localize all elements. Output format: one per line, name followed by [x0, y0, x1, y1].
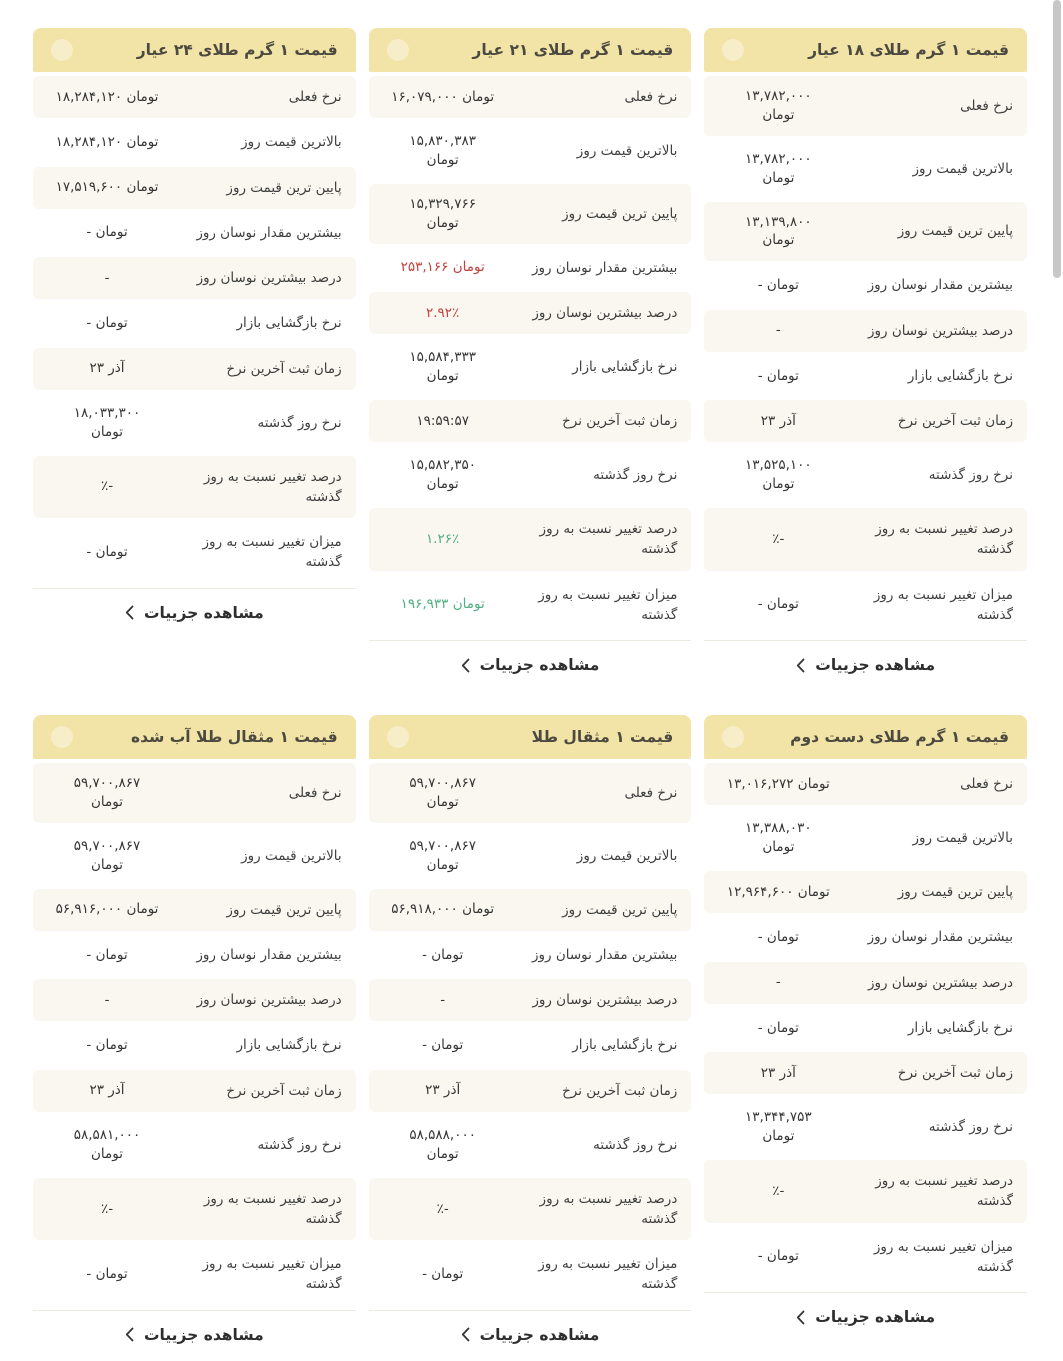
- row-label: نرخ فعلی: [960, 776, 1013, 793]
- card-title: قیمت ۱ مثقال طلا: [531, 727, 674, 746]
- price-row: [369, 121, 692, 181]
- price-card-gold-mesghal: [369, 715, 692, 1361]
- row-label: پایین ترین قیمت روز: [562, 901, 678, 918]
- price-row: [33, 257, 356, 299]
- price-row: [33, 348, 356, 390]
- price-row: [33, 76, 356, 118]
- row-label: نرخ بازگشایی بازار: [572, 1037, 678, 1054]
- row-value: ۲.۹۲٪: [426, 304, 460, 321]
- row-value: ۱۹:۵۹:۵۷: [416, 412, 469, 429]
- price-row: [369, 1070, 692, 1112]
- row-label: پایین ترین قیمت روز: [226, 179, 342, 196]
- price-row: [704, 808, 1027, 868]
- row-value: - تومان: [422, 1266, 464, 1283]
- row-value: ۱۳,۷۸۲,۰۰۰ تومان: [745, 88, 812, 123]
- row-label: پایین ترین قیمت روز: [562, 205, 678, 222]
- price-row: [704, 962, 1027, 1004]
- price-card-gold-21k: [369, 28, 692, 691]
- row-label: درصد تغییر نسبت به روز گذشته: [203, 468, 342, 505]
- price-row: [33, 167, 356, 209]
- price-row: [369, 934, 692, 976]
- row-value: ۵۹,۷۰۰,۸۶۷ تومان: [409, 837, 476, 873]
- row-value: ٪-: [772, 1182, 785, 1199]
- row-label: پایین ترین قیمت روز: [226, 901, 342, 918]
- row-value: ۱۵,۸۳۰,۳۸۳ تومان: [409, 133, 476, 169]
- price-row: [33, 456, 356, 519]
- row-label: نرخ روز گذشته: [257, 414, 342, 431]
- row-label: میزان تغییر نسبت به روز گذشته: [538, 1256, 678, 1293]
- price-row: [369, 247, 692, 289]
- row-value: ۲۳ آذر: [89, 1082, 125, 1099]
- price-row: [704, 763, 1027, 805]
- view-details-link[interactable]: [369, 640, 692, 691]
- card-title: قیمت ۱ گرم طلای ۲۴ عیار: [136, 40, 338, 59]
- row-label: نرخ روز گذشته: [593, 467, 678, 484]
- row-label: درصد تغییر نسبت به روز گذشته: [875, 521, 1013, 558]
- row-label: درصد بیشترین نوسان روز: [196, 992, 342, 1009]
- row-value: ٪-: [100, 478, 114, 495]
- row-label: نرخ بازگشایی بازار: [236, 1037, 342, 1054]
- row-value: - تومان: [86, 314, 128, 331]
- card-header: [33, 28, 356, 72]
- row-value: -: [775, 974, 781, 991]
- chevron-left-icon: [125, 605, 134, 620]
- row-label: نرخ بازگشایی بازار: [236, 315, 342, 332]
- chevron-left-icon: [125, 1327, 134, 1342]
- view-details-link[interactable]: [704, 640, 1027, 691]
- row-label: بیشترین مقدار نوسان روز: [196, 224, 342, 241]
- row-value: -: [104, 991, 110, 1008]
- price-row: [33, 1024, 356, 1066]
- coin-icon: [722, 39, 744, 61]
- view-details-link[interactable]: [704, 1292, 1027, 1343]
- row-value: -: [104, 269, 110, 286]
- row-value: - تومان: [757, 596, 799, 613]
- price-row: [369, 184, 692, 244]
- view-details-label: مشاهده جزییات: [143, 1325, 264, 1344]
- row-value: ۱۳,۵۲۵,۱۰۰ تومان: [745, 457, 812, 493]
- row-label: پایین ترین قیمت روز: [897, 884, 1013, 901]
- card-title: قیمت ۱ مثقال طلا آب شده: [130, 727, 338, 746]
- price-row: [33, 302, 356, 344]
- row-value: ۲۵۳,۱۶۶ تومان: [400, 259, 485, 276]
- row-label: نرخ روز گذشته: [257, 1136, 342, 1153]
- price-row: [33, 826, 356, 886]
- price-row: [369, 889, 692, 931]
- price-card-gold-mesghal-melted: [33, 715, 356, 1361]
- price-row: [369, 400, 692, 442]
- price-row: [704, 202, 1027, 262]
- row-value: ۱۸,۲۸۴,۱۲۰ تومان: [55, 88, 159, 105]
- row-value: ۱۶,۰۷۹,۰۰۰ تومان: [391, 88, 495, 105]
- price-row: [704, 508, 1027, 571]
- price-row: [369, 826, 692, 886]
- card-header: [33, 715, 356, 759]
- chevron-left-icon: [796, 1310, 805, 1325]
- coin-icon: [51, 726, 73, 748]
- price-row: [33, 979, 356, 1021]
- coin-icon: [387, 726, 409, 748]
- price-row: [704, 871, 1027, 913]
- row-value: ۵۶,۹۱۸,۰۰۰ تومان: [391, 901, 495, 918]
- row-label: بیشترین مقدار نوسان روز: [867, 277, 1013, 294]
- price-row: [704, 574, 1027, 637]
- row-value: ۱۳,۳۴۴,۷۵۳ تومان: [745, 1109, 812, 1145]
- row-value: ٪-: [436, 1200, 449, 1217]
- row-value: - تومان: [86, 1266, 128, 1283]
- price-row: [369, 445, 692, 505]
- row-value: ۲۳ آذر: [760, 1064, 796, 1081]
- row-value: ۱۲,۹۶۴,۶۰۰ تومان: [726, 883, 830, 900]
- row-label: بالاترین قیمت روز: [912, 830, 1013, 847]
- row-label: میزان تغییر نسبت به روز گذشته: [873, 1238, 1013, 1275]
- row-value: ۱۳,۱۳۹,۸۰۰ تومان: [745, 213, 812, 249]
- row-label: درصد بیشترین نوسان روز: [867, 322, 1013, 339]
- row-value: ۵۸,۵۸۸,۰۰۰ تومان: [409, 1126, 476, 1162]
- row-value: ۵۹,۷۰۰,۸۶۷ تومان: [73, 837, 141, 873]
- row-value: ٪-: [772, 530, 785, 547]
- row-value: ۲۳ آذر: [760, 412, 796, 429]
- price-row: [704, 1007, 1027, 1049]
- row-label: درصد تغییر نسبت به روز گذشته: [539, 1190, 678, 1227]
- row-label: بالاترین قیمت روز: [241, 134, 342, 151]
- price-row: [369, 292, 692, 334]
- card-header: [369, 28, 692, 72]
- row-label: پایین ترین قیمت روز: [897, 223, 1013, 240]
- card-title: قیمت ۱ گرم طلای ۲۱ عیار: [472, 40, 674, 59]
- row-value: ۱۸,۰۳۳,۳۰۰ تومان: [73, 404, 141, 440]
- chevron-left-icon: [461, 658, 470, 673]
- row-label: بالاترین قیمت روز: [912, 160, 1013, 177]
- price-row: [33, 521, 356, 584]
- card-title: قیمت ۱ گرم طلای ۱۸ عیار: [808, 40, 1009, 59]
- row-value: ۲۳ آذر: [425, 1082, 461, 1099]
- chevron-left-icon: [461, 1327, 470, 1342]
- price-row: [369, 763, 692, 823]
- row-value: - تومان: [86, 224, 128, 241]
- card-rows: [369, 759, 692, 1308]
- row-label: میزان تغییر نسبت به روز گذشته: [202, 1256, 342, 1293]
- row-label: نرخ فعلی: [960, 97, 1013, 114]
- card-title: قیمت ۱ گرم طلای دست دوم: [790, 727, 1009, 746]
- row-value: ۱۳,۰۱۶,۲۷۲ تومان: [726, 775, 830, 792]
- price-card-gold-second-hand: [704, 715, 1027, 1361]
- row-value: ۱.۲۶٪: [426, 530, 460, 547]
- row-label: زمان ثبت آخرین نرخ: [897, 1065, 1013, 1082]
- coin-icon: [722, 726, 744, 748]
- row-value: - تومان: [757, 367, 799, 384]
- row-value: - تومان: [86, 946, 128, 963]
- row-label: درصد بیشترین نوسان روز: [532, 992, 678, 1009]
- row-value: - تومان: [757, 929, 799, 946]
- price-row: [704, 1226, 1027, 1289]
- price-card-gold-24k: [33, 28, 356, 691]
- row-value: ۲۳ آذر: [89, 360, 125, 377]
- view-details-link[interactable]: [33, 1310, 356, 1361]
- row-value: - تومان: [422, 1037, 464, 1054]
- row-label: نرخ بازگشایی بازار: [907, 1019, 1013, 1036]
- row-label: درصد بیشترین نوسان روز: [532, 305, 678, 322]
- view-details-label: مشاهده جزییات: [143, 603, 264, 622]
- row-value: - تومان: [757, 1019, 799, 1036]
- row-value: - تومان: [86, 1037, 128, 1054]
- card-rows: [704, 72, 1027, 638]
- price-row: [33, 1243, 356, 1306]
- row-label: نرخ بازگشایی بازار: [907, 367, 1013, 384]
- row-label: نرخ روز گذشته: [928, 467, 1013, 484]
- price-row: [704, 139, 1027, 199]
- price-row: [369, 76, 692, 118]
- row-value: ٪-: [100, 1200, 114, 1217]
- row-value: ۱۳,۷۸۲,۰۰۰ تومان: [745, 150, 812, 186]
- price-row: [704, 1160, 1027, 1223]
- price-row: [704, 916, 1027, 958]
- row-label: بیشترین مقدار نوسان روز: [531, 946, 678, 963]
- row-value: ۱۵,۵۸۲,۳۵۰ تومان: [409, 457, 476, 493]
- row-label: میزان تغییر نسبت به روز گذشته: [538, 586, 678, 623]
- price-row: [704, 264, 1027, 306]
- view-details-label: مشاهده جزییات: [479, 1325, 600, 1344]
- row-label: زمان ثبت آخرین نرخ: [226, 1082, 342, 1099]
- row-value: ۵۸,۵۸۱,۰۰۰ تومان: [73, 1126, 141, 1162]
- row-label: نرخ فعلی: [288, 89, 342, 105]
- row-value: ۱۵,۵۸۴,۳۳۳ تومان: [409, 349, 476, 385]
- card-rows: [33, 759, 356, 1308]
- row-label: بیشترین مقدار نوسان روز: [867, 929, 1013, 946]
- row-label: نرخ روز گذشته: [928, 1119, 1013, 1136]
- price-row: [369, 1115, 692, 1175]
- row-label: میزان تغییر نسبت به روز گذشته: [873, 586, 1013, 623]
- coin-icon: [51, 39, 73, 61]
- row-label: بیشترین مقدار نوسان روز: [531, 259, 678, 276]
- row-label: درصد بیشترین نوسان روز: [196, 270, 342, 286]
- scrollbar-thumb[interactable]: [1053, 0, 1061, 278]
- price-row: [33, 1115, 356, 1175]
- row-label: نرخ فعلی: [288, 784, 342, 801]
- price-row: [369, 1178, 692, 1241]
- row-value: -: [775, 322, 781, 339]
- row-label: زمان ثبت آخرین نرخ: [226, 360, 342, 377]
- card-header: [704, 28, 1027, 72]
- row-value: ۱۹۶,۹۳۳ تومان: [400, 596, 485, 613]
- price-row: [33, 393, 356, 453]
- view-details-label: مشاهده جزییات: [815, 1308, 936, 1327]
- coin-icon: [387, 39, 409, 61]
- row-value: ۵۹,۷۰۰,۸۶۷ تومان: [73, 775, 141, 811]
- row-label: نرخ فعلی: [624, 784, 678, 801]
- card-header: [704, 715, 1027, 759]
- price-row: [33, 1070, 356, 1112]
- row-value: - تومان: [422, 946, 464, 963]
- price-row: [369, 337, 692, 397]
- price-row: [33, 1178, 356, 1241]
- price-row: [33, 121, 356, 163]
- price-row: [369, 1024, 692, 1066]
- row-label: بالاترین قیمت روز: [241, 847, 342, 864]
- row-value: -: [440, 991, 446, 1008]
- row-label: بیشترین مقدار نوسان روز: [196, 946, 342, 963]
- price-row: [704, 400, 1027, 442]
- row-label: بالاترین قیمت روز: [576, 143, 678, 160]
- card-header: [369, 715, 692, 759]
- price-row: [704, 310, 1027, 352]
- price-row: [369, 1243, 692, 1306]
- view-details-link[interactable]: [33, 588, 356, 639]
- row-label: درصد بیشترین نوسان روز: [867, 974, 1013, 991]
- card-rows: [33, 72, 356, 586]
- row-label: نرخ فعلی: [624, 89, 678, 105]
- card-rows: [369, 72, 692, 638]
- price-row: [369, 508, 692, 571]
- row-value: ۱۳,۳۸۸,۰۳۰ تومان: [745, 820, 812, 856]
- price-row: [369, 574, 692, 637]
- view-details-label: مشاهده جزییات: [479, 656, 600, 675]
- price-row: [369, 979, 692, 1021]
- row-value: ۱۷,۵۱۹,۶۰۰ تومان: [55, 179, 159, 196]
- row-label: نرخ بازگشایی بازار: [572, 359, 678, 376]
- price-card-gold-18k: [704, 28, 1027, 691]
- row-label: زمان ثبت آخرین نرخ: [562, 1082, 678, 1099]
- chevron-left-icon: [796, 658, 805, 673]
- price-row: [33, 889, 356, 931]
- row-value: ۵۹,۷۰۰,۸۶۷ تومان: [409, 775, 476, 811]
- price-row: [704, 355, 1027, 397]
- row-label: زمان ثبت آخرین نرخ: [897, 413, 1013, 430]
- row-value: - تومان: [757, 1248, 799, 1265]
- price-row: [33, 763, 356, 823]
- row-label: درصد تغییر نسبت به روز گذشته: [203, 1190, 342, 1227]
- price-row: [33, 934, 356, 976]
- view-details-label: مشاهده جزییات: [815, 656, 936, 675]
- price-row: [704, 1097, 1027, 1157]
- row-value: - تومان: [86, 543, 128, 560]
- row-label: درصد تغییر نسبت به روز گذشته: [875, 1173, 1013, 1210]
- row-value: - تومان: [757, 277, 799, 294]
- row-label: بالاترین قیمت روز: [576, 847, 678, 864]
- card-rows: [704, 759, 1027, 1290]
- row-label: زمان ثبت آخرین نرخ: [562, 413, 678, 430]
- price-row: [33, 212, 356, 254]
- row-value: ۱۸,۲۸۴,۱۲۰ تومان: [55, 133, 159, 150]
- view-details-link[interactable]: [369, 1310, 692, 1361]
- row-label: درصد تغییر نسبت به روز گذشته: [539, 521, 678, 558]
- price-row: [704, 76, 1027, 136]
- row-label: نرخ روز گذشته: [593, 1136, 678, 1153]
- row-label: میزان تغییر نسبت به روز گذشته: [202, 534, 342, 571]
- row-value: ۵۶,۹۱۶,۰۰۰ تومان: [55, 901, 159, 918]
- row-value: ۱۵,۳۲۹,۷۶۶ تومان: [409, 196, 476, 231]
- price-row: [704, 445, 1027, 505]
- price-row: [704, 1052, 1027, 1094]
